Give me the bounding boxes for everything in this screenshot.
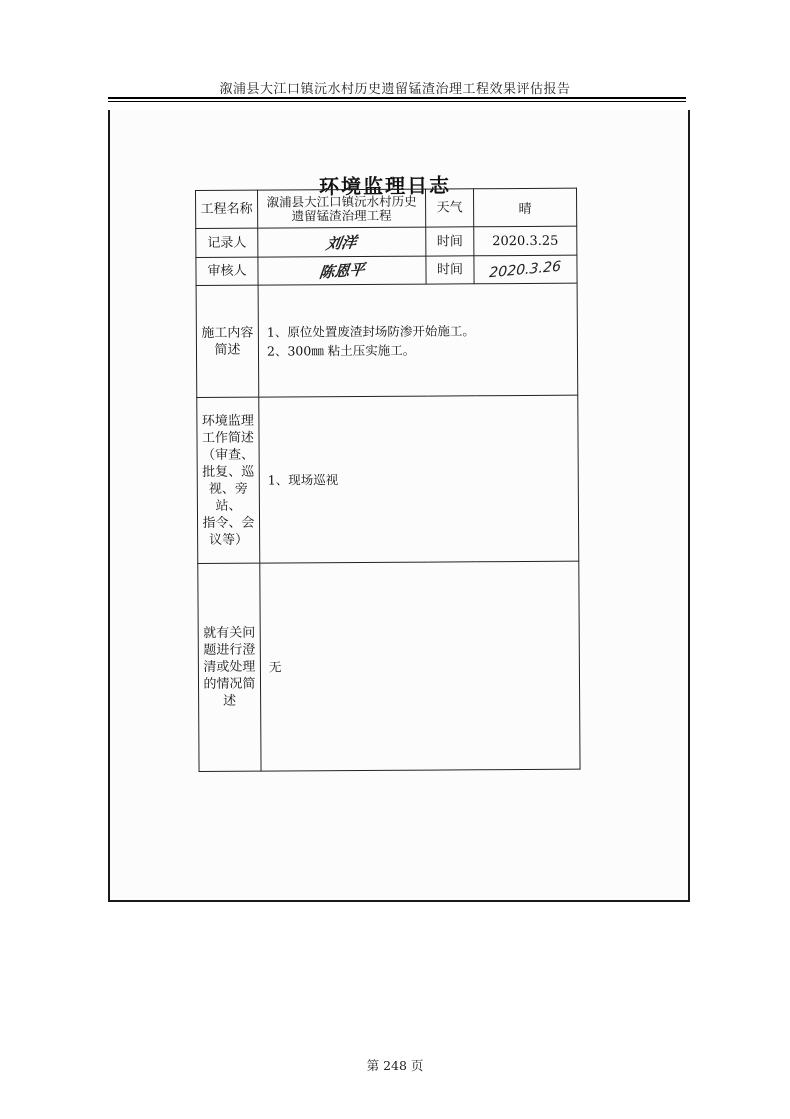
- project-name-label: 工程名称: [196, 190, 258, 228]
- supervision-label-line: 视、旁站、: [208, 481, 248, 514]
- supervision-label-line: 议等）: [209, 532, 249, 548]
- review-time-cell: [474, 255, 577, 284]
- issues-label-line: 就有关问: [203, 625, 256, 641]
- project-name-line-1: 溆浦县大江口镇沅水村历史: [266, 193, 417, 210]
- weather-value: 晴: [473, 188, 576, 227]
- supervision-row: [197, 395, 579, 563]
- recorder-row: [196, 226, 577, 257]
- review-time-value: 2020.3.26: [489, 258, 562, 281]
- supervision-label-line: 指令、会: [202, 515, 255, 531]
- supervision-label-line: 工作简述: [201, 430, 255, 446]
- reviewer-label: 审核人: [196, 257, 258, 285]
- supervision-label-line: 环境监理: [201, 413, 254, 429]
- recorder-label: 记录人: [196, 228, 258, 257]
- issues-label-line: 述: [223, 693, 237, 709]
- supervision-content: [259, 395, 579, 563]
- construction-label: [196, 285, 259, 397]
- page-number: 第 248 页: [366, 1058, 424, 1073]
- project-name-value: [258, 189, 426, 228]
- construction-row: [196, 283, 578, 397]
- issues-label-line: 的情况简: [203, 676, 256, 692]
- header-rule: [108, 97, 686, 99]
- reviewer-signature: 陈恩平: [318, 260, 366, 282]
- issues-label-line: 题进行澄: [203, 642, 256, 658]
- record-time-value: 2020.3.25: [474, 226, 577, 256]
- review-time-label: 时间: [426, 256, 474, 284]
- construction-label-line: 简述: [214, 342, 241, 358]
- recorder-signature: 刘洋: [325, 232, 359, 253]
- log-title: 环境监理日志: [318, 173, 452, 199]
- supervision-label-line: （审查、: [202, 447, 255, 463]
- supervision-label-line: 批复、巡: [202, 464, 255, 480]
- construction-item: 1、原位处置废渣封场防渗开始施工。: [266, 322, 475, 340]
- issues-content: 无: [260, 561, 580, 771]
- issues-row: [198, 561, 580, 771]
- issues-label: [198, 563, 261, 771]
- issues-label-line: 清或处理: [203, 659, 256, 675]
- supervision-label: [197, 397, 260, 563]
- weather-label: 天气: [425, 189, 473, 227]
- recorder-signature-cell: [258, 227, 426, 257]
- project-row: [196, 188, 577, 228]
- supervision-item: 1、现场巡视: [267, 472, 339, 488]
- construction-label-line: 施工内容: [201, 325, 254, 341]
- construction-item: 2、300㎜ 粘土压实施工。: [266, 342, 416, 359]
- reviewer-row: [196, 255, 577, 285]
- construction-content: [258, 283, 578, 397]
- project-name-line-2: 遗留锰渣治理工程: [291, 207, 392, 223]
- report-header: 溆浦县大江口镇沅水村历史遗留锰渣治理工程效果评估报告: [219, 82, 571, 97]
- header-rule-thin: [108, 101, 686, 102]
- supervision-log-form: [195, 188, 581, 772]
- reviewer-signature-cell: [258, 256, 426, 285]
- record-time-label: 时间: [426, 227, 474, 256]
